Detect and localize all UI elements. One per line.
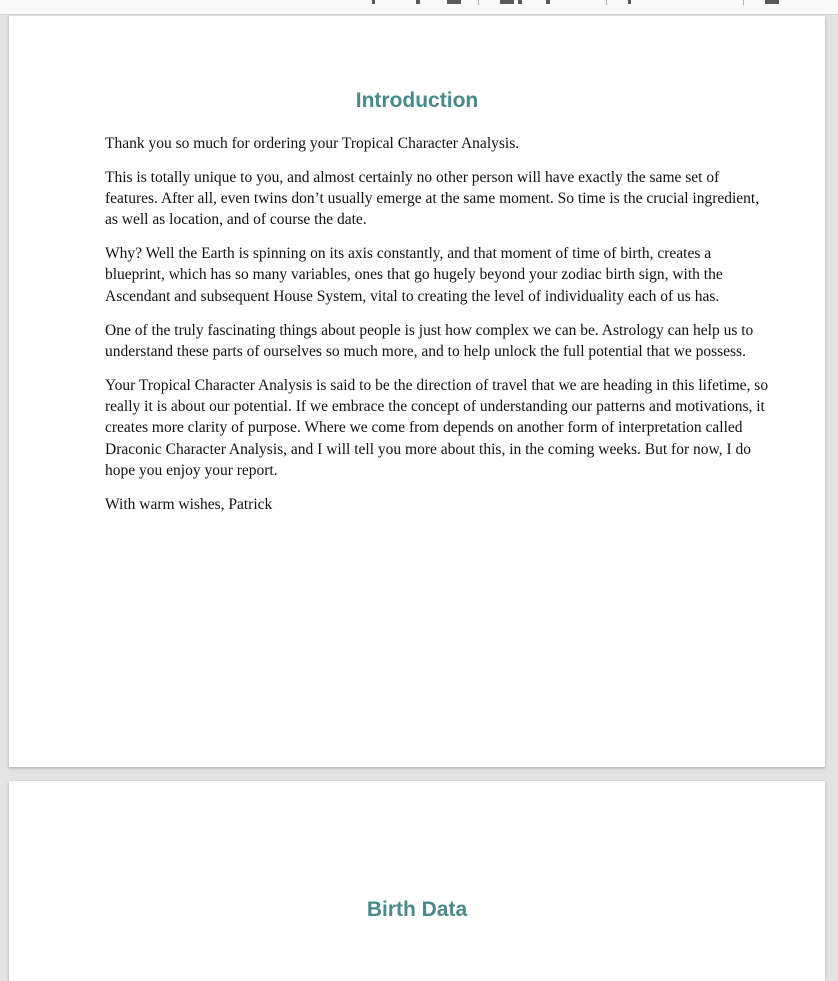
toolbar-tool-icon[interactable]: [372, 0, 375, 4]
toolbar-separator: [743, 0, 744, 5]
toolbar-separator: [606, 0, 607, 5]
page-body-text: [105, 133, 770, 527]
toolbar-separator: [478, 0, 479, 5]
toolbar-tool-icon[interactable]: [765, 0, 779, 4]
paragraph-why: Why? Well the Earth is spinning on its axis constantly, and that moment of time of birth, creates a blueprint, which has so many variables, ones that go hugely beyond your zodiac birth sign, with the Ascendant and subsequent House System, vital to creating the level of individuality each of us has.: [105, 245, 723, 305]
paragraph-complexity: One of the truly fascinating things about people is just how complex we can be. Astrology can help us to understand these parts of ourselves so much more, and to help unlock the full potential that we possess.: [105, 321, 754, 360]
paragraph-thanks: Thank you so much for ordering your Tropical Character Analysis.: [105, 135, 520, 152]
toolbar-tool-icon[interactable]: [416, 0, 420, 4]
document-page-2: [9, 781, 825, 981]
page-heading-birth-data: Birth Data: [366, 898, 468, 921]
paragraph-uniqueness: This is totally unique to you, and almost certainly no other person will have exactly the same set of features. After all, even twins don’t usually emerge at the same moment. So time is the crucial ingredient, as well as location, and of course the date.: [105, 168, 760, 229]
toolbar-tool-icon[interactable]: [518, 0, 522, 4]
paragraph-direction: Your Tropical Character Analysis is said to be the direction of travel that we are heading in this lifetime, so really it is about our potential. If we embrace the concept of understanding our patterns and motivations, it creates more clarity of purpose. Where we come from depends on another form of interpretation called Draconic Character Analysis, and I will tell you more about this, in the coming weeks. But for now, I do hope you enjoy your report.: [105, 376, 769, 479]
toolbar-tool-icon[interactable]: [500, 0, 514, 4]
toolbar-tool-icon[interactable]: [628, 0, 631, 4]
viewer-toolbar: [0, 0, 838, 15]
toolbar-tool-icon[interactable]: [546, 0, 550, 4]
document-page-1: [9, 16, 825, 767]
toolbar-tool-icon[interactable]: [447, 0, 461, 4]
paragraph-signoff: With warm wishes, Patrick: [105, 495, 273, 513]
page-heading-introduction: Introduction: [355, 89, 479, 112]
